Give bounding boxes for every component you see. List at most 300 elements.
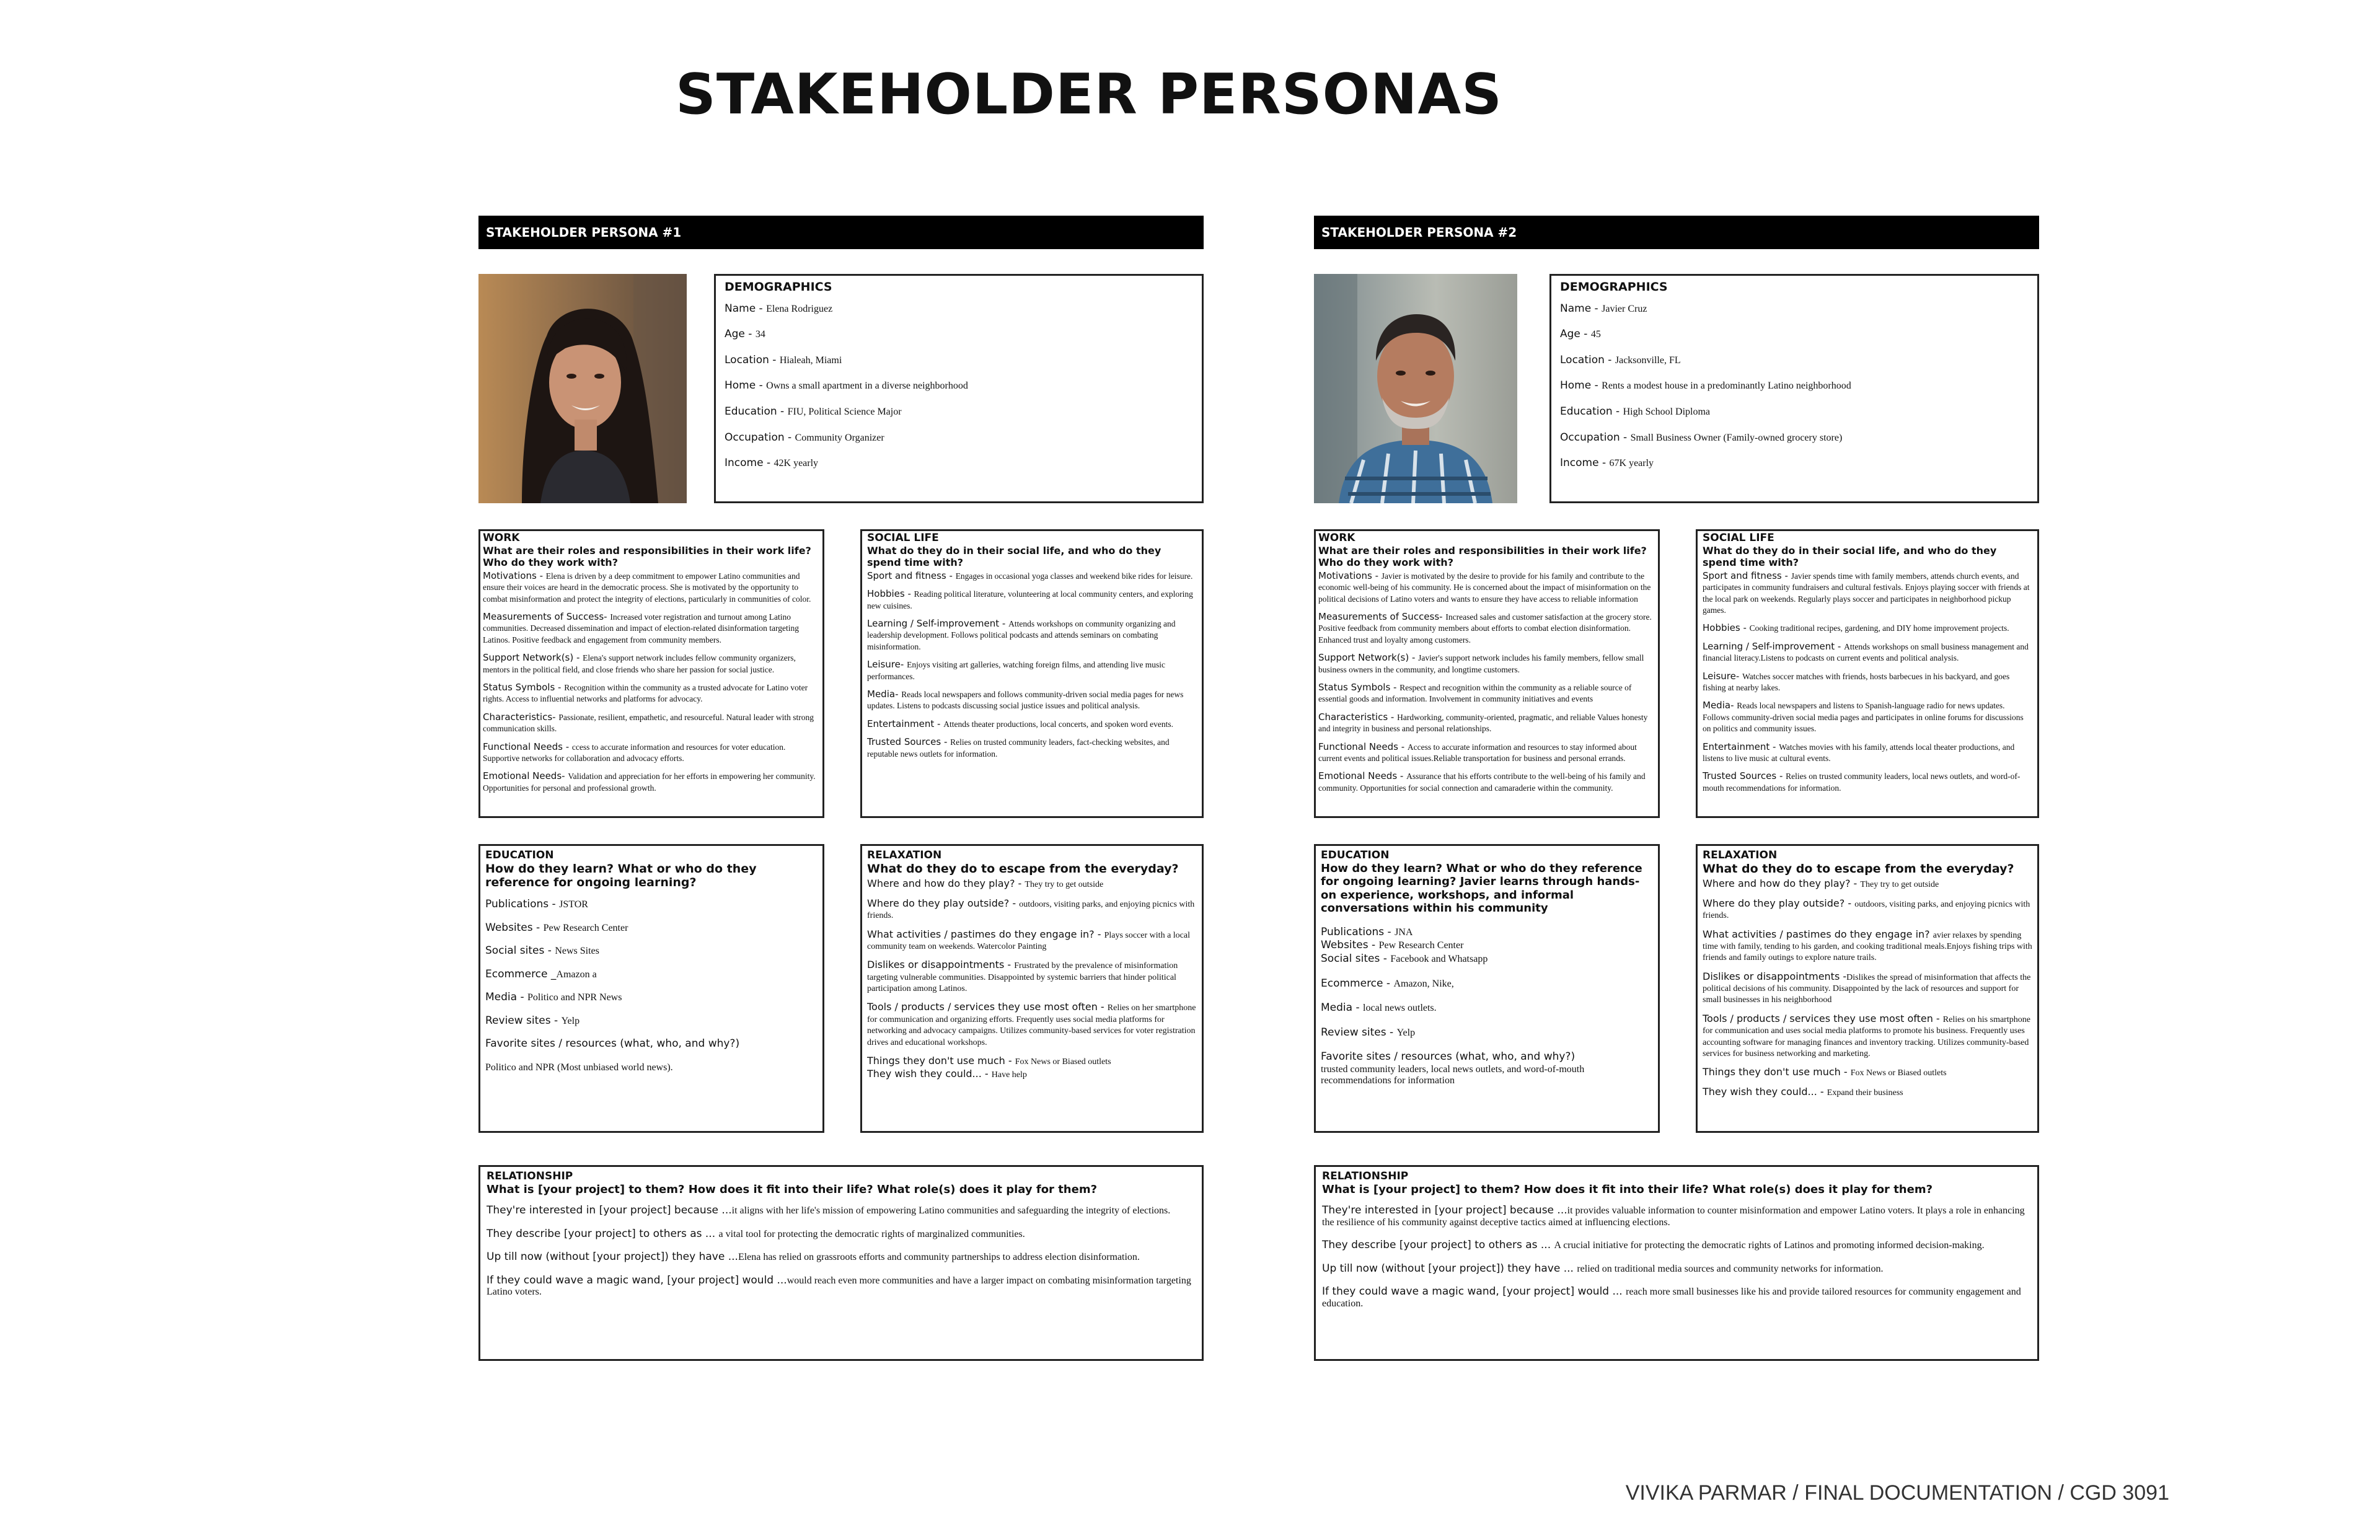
field-value: Relies on trusted community leaders, local news outlets, and word-of-mouth recommendations for information. [1703,772,2021,793]
persona-1-photo [478,274,687,503]
field-label: Media [867,689,896,700]
field-sep: - [1598,457,1610,470]
work-row [483,571,820,605]
relationship-row [487,1228,1196,1241]
field-sep: - [1097,1001,1108,1013]
field-value: Assurance that his efforts contribute to the well-being of his family and community. Opportunities for social connection and camaraderie within the community. [1318,772,1646,793]
field-value: Plays soccer with a local community team on weekends. Watercolor Painting [867,930,1190,951]
work-box [478,529,824,818]
field-label: Age [1560,328,1580,341]
work-row [1318,612,1655,646]
relationship-row [487,1251,1196,1264]
field-label: Learning / Self-improvement [867,618,1000,630]
field-label: Ecommerce [1321,977,1383,990]
relationship-row [1322,1286,2031,1309]
field-label: What activities / pastimes do they engage in? [867,928,1095,940]
relaxation-row [867,959,1197,994]
demographics-row [1560,457,2029,470]
field-sep: - [1015,878,1025,890]
field-value: Relies on trusted community leaders, fact-checking websites, and reputable news outlets for information. [867,737,1170,759]
field-label: Support Network(s) [1318,652,1409,664]
social-life-row [867,689,1197,712]
education-row [1321,939,1653,952]
relationship-heading: RELATIONSHIP [1322,1170,1409,1182]
field-value: Engages in occasional yoga classes and weekend bike rides for leisure. [955,571,1193,581]
field-value: outdoors, visiting parks, and enjoying picnics with friends. [1703,899,2030,921]
field-value: Amazon, Nike, [1393,978,1454,989]
social-life-row [867,571,1197,582]
relaxation-heading: RELAXATION [867,849,942,861]
relaxation-row [1703,1013,2032,1060]
field-sep: - [1005,1055,1015,1067]
education-row [485,1062,818,1074]
field-value: Pew Research Center [543,922,628,933]
persona-1-header: STAKEHOLDER PERSONA #1 [478,216,1204,249]
field-sep: - [941,736,951,748]
demographics-row [1560,354,2029,367]
field-sep: - [1604,353,1615,366]
field-value: Cooking traditional recipes, gardening, and DIY home improvement projects. [1749,623,2009,633]
work-row [1318,712,1655,735]
field-sep: - [1835,640,1844,652]
demographics-heading: DEMOGRAPHICS [1560,280,1668,294]
field-value: Respect and recognition within the community as a reliable source of essential goods and information. Involvement in community initiatives and events [1318,683,1632,704]
field-label: Social sites [1321,953,1380,966]
field-value: Increased sales and customer satisfaction at the grocery store. Positive feedback from community members about efforts to combat election disinformation. Enhanced trust and loyalty among customers. [1318,612,1652,645]
field-value: They try to get outside [1025,880,1104,890]
field-label: Trusted Sources [867,736,941,748]
field-label: Learning / Self-improvement [1703,640,1835,652]
field-sep: - [604,611,610,623]
field-label: Income [1560,457,1599,470]
field-value: Javier is motivated by the desire to provide for his family and contribute to the economic well-being of his community. He is concerned about the impact of misinformation on the political decisions of Latino voters and wants to ensure they have access to reliable information [1318,571,1651,604]
field-value: local news outlets. [1363,1003,1437,1014]
education-row [485,992,818,1004]
field-value: Hialeah, Miami [779,354,842,366]
field-label: Ecommerce [485,967,548,980]
field-label: Where do they play outside? [1703,897,1845,909]
field-label: Things they don't use much [867,1055,1005,1067]
field-value: Relies on his smartphone for communication and uses social media platforms to promote his business. Frequently uses accounting software for managing finances and inventory tracking. Utilizes community-based services for business networking and marketing. [1703,1014,2030,1059]
field-label: Motivations [483,570,537,581]
relaxation-row [867,1068,1197,1080]
social-life-row [1703,623,2032,634]
field-label: They wish they could... [1703,1085,1817,1098]
social-life-row [867,659,1197,682]
field-label: Dislikes or disappointments [1703,970,1840,982]
field-label: Websites [485,921,533,934]
field-label: Up till now (without [your project]) they have ... [1322,1262,1574,1275]
demographics-row [725,432,1193,444]
social-life-heading: SOCIAL LIFE [1703,532,1774,544]
field-sep: - [1372,570,1382,581]
field-value: 34 [755,329,765,340]
field-value: 42K yearly [774,458,819,469]
field-sep: - [895,689,902,700]
social-life-row [867,589,1197,612]
field-value: Watches soccer matches with friends, hosts barbecues in his backyard, and goes fishing at nearby lakes. [1703,671,2010,693]
field-label: Hobbies [867,588,905,600]
field-sep: - [1094,928,1104,940]
field-sep: - [1383,977,1394,990]
field-sep: - [573,652,583,664]
field-label: They wish they could... [867,1068,982,1080]
field-label: Publications [485,898,549,911]
field-value: Javier spends time with family members, attends church events, and participates in community fundraisers and cultural festivals. Enjoys playing soccer with friends at the local park on weekends. Regularly plays soccer and participates in neighborhood pickup games. [1703,571,2030,615]
social-life-row [867,719,1197,730]
relationship-box [478,1165,1204,1361]
work-heading: WORK [483,532,520,544]
field-sep: - [900,659,907,671]
field-value: reach more small businesses like his and provide tailored resources for community engagement and education. [1322,1287,2021,1309]
field-label: Social sites [485,944,545,957]
field-sep: - [1850,878,1861,890]
field-sep: _ [547,967,557,980]
persona-2 [1314,216,2039,1361]
field-label: Trusted Sources [1703,770,1777,782]
field-label: Tools / products / services they use most often [867,1001,1098,1013]
work-row [1318,653,1655,675]
field-label: Status Symbols [483,682,555,693]
field-sep: - [550,1014,562,1027]
field-label: Characteristics [1318,711,1388,723]
field-sep: - [1840,1066,1851,1078]
field-value: Watches movies with his family, attends local theater productions, and listens to live music at cultural events. [1703,742,2015,763]
relaxation-row [867,878,1197,890]
field-label: If they could wave a magic wand, [your project] would ... [1322,1285,1623,1298]
social-life-row [867,618,1197,653]
field-label: Media [1703,700,1731,711]
field-sep: - [756,379,767,392]
field-value: Fox News or Biased outlets [1015,1057,1111,1067]
field-sep: - [536,570,546,581]
field-sep: - [1612,405,1623,418]
education-row [485,1015,818,1027]
relaxation-heading: RELAXATION [1703,849,1778,861]
field-label: Location [725,353,769,366]
social-life-row [1703,700,2032,734]
relaxation-question: What do they do to escape from the everyday? [867,861,1179,876]
field-value: Validation and appreciation for her efforts in empowering her community. Opportunities for personal and professional growth. [483,772,816,793]
field-sep: - [981,1068,992,1080]
field-value: outdoors, visiting parks, and enjoying picnics with friends. [867,899,1195,921]
education-row [1321,1063,1653,1087]
field-value: Expand their business [1827,1088,1903,1098]
field-label: Education [1560,405,1613,418]
field-label: Websites [1321,939,1368,952]
relaxation-row [1703,1067,2032,1078]
social-life-row [1703,771,2032,794]
education-row [1321,1027,1653,1039]
education-heading: EDUCATION [485,849,554,861]
field-label: Entertainment [1703,741,1770,752]
social-life-row [1703,742,2032,765]
field-value: Facebook and Whatsapp [1390,954,1488,965]
field-value: relied on traditional media sources and community networks for information. [1577,1263,1884,1274]
work-row [1318,571,1655,605]
relationship-row [1322,1263,2031,1275]
field-value: Elena has relied on grassroots efforts and community partnerships to address election disinformation. [738,1252,1140,1263]
field-sep: - [1368,939,1379,952]
field-sep: - [1388,711,1398,723]
demographics-row [1560,303,2029,315]
field-value: Jacksonville, FL [1615,354,1681,366]
relaxation-row [867,1001,1197,1048]
field-label: Where and how do they play? [867,878,1015,890]
social-life-box [860,529,1204,818]
field-label: They describe [your project] to others as ... [487,1227,716,1240]
field-label: Things they don't use much [1703,1066,1841,1078]
field-label: Age [725,328,745,341]
field-value: Frustrated by the prevalence of misinformation targeting vulnerable communities. Disappointed by systemic barriers that hinder political participation among Latinos. [867,961,1178,994]
persona-1 [478,216,1204,1361]
field-value: it provides valuable information to counter misinformation and empower Latino voters. It plays a role in enhancing the resilience of his community against deceptive tactics aimed at influencing elections. [1322,1205,2025,1228]
demographics-row [725,406,1193,418]
relaxation-box [860,844,1204,1133]
field-sep: - [1386,1026,1397,1039]
field-value: Amazon a [556,969,597,980]
education-row [485,969,818,981]
field-value: Increased voter registration and turnout among Latino communities. Decreased dissemination and impact of election-related disinformation targeting Latinos. Positive feedback and engagement from community members. [483,612,799,645]
field-value: Attends workshops on small business management and financial literacy.Listens to podcasts on current events and political analysis. [1703,641,2029,663]
relaxation-row [1703,971,2032,1006]
field-sep: - [1352,1001,1364,1014]
field-value: FIU, Political Science Major [787,407,902,418]
field-label: Review sites [1321,1026,1386,1039]
field-value: would reach even more communities and have a larger impact on combating misinformation targeting Latino voters. [487,1275,1191,1298]
field-sep: - [784,431,795,444]
field-value: Attends workshops on community organizing and leadership development. Follows political podcasts and attends seminars on combating misinformation. [867,619,1176,651]
field-value: Yelp [561,1015,580,1026]
field-sep: - [1620,431,1631,444]
work-row [1318,742,1655,765]
field-label: Review sites [485,1014,551,1027]
field-value: They try to get outside [1860,880,1939,890]
field-label: Occupation [1560,431,1620,444]
field-label: Where do they play outside? [867,897,1010,909]
education-question: How do they learn? What or who do they reference for ongoing learning? [485,861,757,890]
education-row [485,1038,818,1050]
work-row [483,771,820,794]
field-sep: - [756,302,767,315]
work-row [483,682,820,705]
relationship-question: What is [your project] to them? How does it fit into their life? What role(s) does it play for them? [487,1182,1098,1196]
field-value: News Sites [555,946,599,957]
education-row [1321,1051,1653,1063]
field-value: Reads local newspapers and listens to Spanish-language radio for news updates. Follows community-driven social media pages and participates in online forums for discussions on politics and community issues. [1703,701,2024,734]
relaxation-row [1703,898,2032,922]
field-sep: - [1591,379,1602,392]
field-value: Owns a small apartment in a diverse neighborhood [766,381,968,392]
demographics-box [1549,274,2039,503]
page-title: STAKEHOLDER PERSONAS [676,62,1502,127]
field-sep: - [946,570,956,581]
field-value: Recognition within the community as a trusted advocate for Latino voter rights. Access to influential networks and platforms for advocacy. [483,683,808,704]
work-question: What are their roles and responsibilities in their work life? Who do they work with? [1318,544,1647,568]
field-label: Education [725,405,777,418]
field-sep: - [1398,741,1408,752]
field-label: Motivations [1318,570,1372,581]
field-value: Hardworking, community-oriented, pragmatic, and reliable Values honesty and integrity in business and personal relationships. [1318,712,1648,734]
field-sep: - [1776,770,1786,782]
education-row [1321,1002,1653,1014]
field-value: Reads local newspapers and follows community-driven social media pages for news updates. Listens to podcasts discussing social justice issues and political analysis. [867,690,1184,711]
field-value: avier relaxes by spending time with family, tending to his garden, and cooking traditional meals.Enjoys fishing trips with friends and family outings to explore nature trails. [1703,930,2032,963]
demographics-row [725,303,1193,315]
persona-2-photo [1314,274,1517,503]
field-sep: - [1439,611,1446,623]
demographics-row [725,328,1193,341]
field-label: Measurements of Success [1318,611,1440,623]
field-label: What activities / pastimes do they engage in? [1703,928,1930,940]
field-sep: - [1390,682,1400,693]
field-sep: - [1004,959,1015,971]
field-value: Yelp [1396,1027,1416,1038]
field-label: Where and how do they play? [1703,878,1851,890]
social-life-box [1696,529,2039,818]
field-label: They're interested in [your project] because ... [487,1204,732,1217]
field-value: Rents a modest house in a predominantly Latino neighborhood [1602,381,1851,392]
education-row [1321,926,1653,939]
field-value: Have help [991,1070,1027,1080]
work-row [483,612,820,646]
field-sep: - [1409,652,1419,664]
field-sep: - [562,770,568,782]
field-sep: - [1933,1012,1943,1024]
field-value: 67K yearly [1609,458,1654,469]
relationship-row [487,1205,1196,1217]
field-sep: - [1580,328,1591,341]
field-label: Location [1560,353,1605,366]
field-label: They describe [your project] to others as ... [1322,1239,1551,1252]
relaxation-row [867,898,1197,922]
relaxation-question: What do they do to escape from the everyday? [1703,861,2014,876]
demographics-row [725,380,1193,392]
field-label: Support Network(s) [483,652,574,664]
education-heading: EDUCATION [1321,849,1390,861]
education-row [485,945,818,957]
relaxation-box [1696,844,2039,1133]
field-sep: - [1730,700,1737,711]
field-value: Elena Rodriguez [766,303,833,314]
field-label: Up till now (without [your project]) they have ... [487,1251,738,1264]
field-value: Passionate, resilient, empathetic, and resourceful. Natural leader with strong communication skills. [483,712,814,734]
field-sep: - [544,944,555,957]
relationship-box [1314,1165,2039,1361]
field-value: Elena's support network includes fellow community organizers, mentors in the political field, and close friends who share her passion for social justice. [483,653,796,674]
relationship-row [1322,1239,2031,1252]
field-label: Hobbies [1703,622,1740,634]
relationship-row [487,1275,1196,1298]
work-row [483,742,820,765]
field-label: Occupation [725,431,785,444]
field-value: Politico and NPR News [527,992,622,1003]
education-row [1321,953,1653,966]
field-sep: - [1844,897,1855,909]
field-label: Entertainment [867,718,935,729]
education-row [485,899,818,911]
field-label: Tools / products / services they use most often [1703,1012,1933,1024]
field-value: Elena is driven by a deep commitment to empower Latino communities and ensure their voices are heard in the democratic process. She is motivated by the opportunity to combat misinformation and protect the integrity of elections, particularly in communities of color. [483,571,811,604]
education-row [485,922,818,935]
field-sep: - [1384,925,1395,938]
education-box [1314,844,1660,1133]
field-label: Emotional Needs [1318,770,1398,782]
field-value: it aligns with her life's mission of empowering Latino communities and safeguarding the integrity of elections. [731,1205,1171,1217]
work-row [483,712,820,735]
field-sep: - [1009,897,1020,909]
field-value: JSTOR [559,899,588,910]
field-label: Name [1560,302,1592,315]
field-label: Measurements of Success [483,611,604,623]
demographics-row [725,354,1193,367]
relaxation-row [1703,929,2032,964]
demographics-row [1560,380,2029,392]
demographics-row [725,457,1193,470]
field-label: Home [1560,379,1592,392]
footer-credit: VIVIKA PARMAR / FINAL DOCUMENTATION / CGD 3091 [1625,1481,2169,1505]
field-sep: - [777,405,788,418]
field-label: Sport and fitness [1703,570,1782,581]
field-label: If they could wave a magic wand, [your project] would ... [487,1274,787,1287]
field-value: Reading political literature, volunteering at local community centers, and exploring new cuisines. [867,589,1193,610]
relaxation-row [1703,878,2032,890]
field-value: Attends theater productions, local concerts, and spoken word events. [943,719,1173,729]
field-value: Relies on her smartphone for communication and organizing efforts. Frequently uses social media platforms for networking and advocacy campaigns. Utilizes community-based services for voter registration drives and educational workshops. [867,1003,1196,1047]
field-label: Publications [1321,925,1385,938]
field-label: Emotional Needs [483,770,562,782]
field-sep: - [555,682,565,693]
demographics-row [1560,328,2029,341]
field-label: Favorite sites / resources (what, who, and why?) [1321,1050,1576,1063]
social-life-heading: SOCIAL LIFE [867,532,939,544]
field-value: ccess to accurate information and resources for voter education. Supportive networks for collaboration and advocacy efforts. [483,742,786,763]
field-sep: - [1840,970,1847,982]
field-value: Javier's support network includes his family members, fellow small business owners in the community, and longtime customers. [1318,653,1644,674]
field-label: Name [725,302,756,315]
field-label: Home [725,379,756,392]
field-value: Dislikes the spread of misinformation that affects the political decisions of his community. Disappointed by the lack of resources and support for small businesses in his neighborhood [1703,972,2031,1005]
field-value: Enjoys visiting art galleries, watching foreign films, and attending live music performances. [867,660,1165,681]
field-value: Fox News or Biased outlets [1850,1068,1947,1078]
man-portrait-image [1314,274,1517,503]
field-label: Characteristics [483,711,553,723]
field-value: Pew Research Center [1378,940,1464,951]
relaxation-row [1703,1086,2032,1098]
field-value: High School Diploma [1623,407,1711,418]
field-sep: - [1397,770,1407,782]
work-row [1318,682,1655,705]
field-label: Leisure [1703,670,1736,682]
field-value: Access to accurate information and resources to stay informed about current events and political issues.Reliable transportation for business and personal errands. [1318,742,1637,763]
social-life-row [1703,571,2032,617]
field-sep: - [517,991,528,1004]
relaxation-row [867,1055,1197,1067]
field-value: Small Business Owner (Family-owned grocery store) [1630,432,1843,443]
field-sep: - [1740,622,1750,634]
relationship-row [1322,1205,2031,1228]
field-label: Status Symbols [1318,682,1391,693]
field-value: Community Organizer [795,432,884,443]
field-sep: - [999,618,1009,630]
persona-2-header: STAKEHOLDER PERSONA #2 [1314,216,2039,249]
field-sep: - [1817,1085,1827,1098]
demographics-box [714,274,1204,503]
field-sep: - [904,588,914,600]
education-row [1321,978,1653,990]
social-life-row [867,737,1197,760]
social-life-row [1703,671,2032,694]
